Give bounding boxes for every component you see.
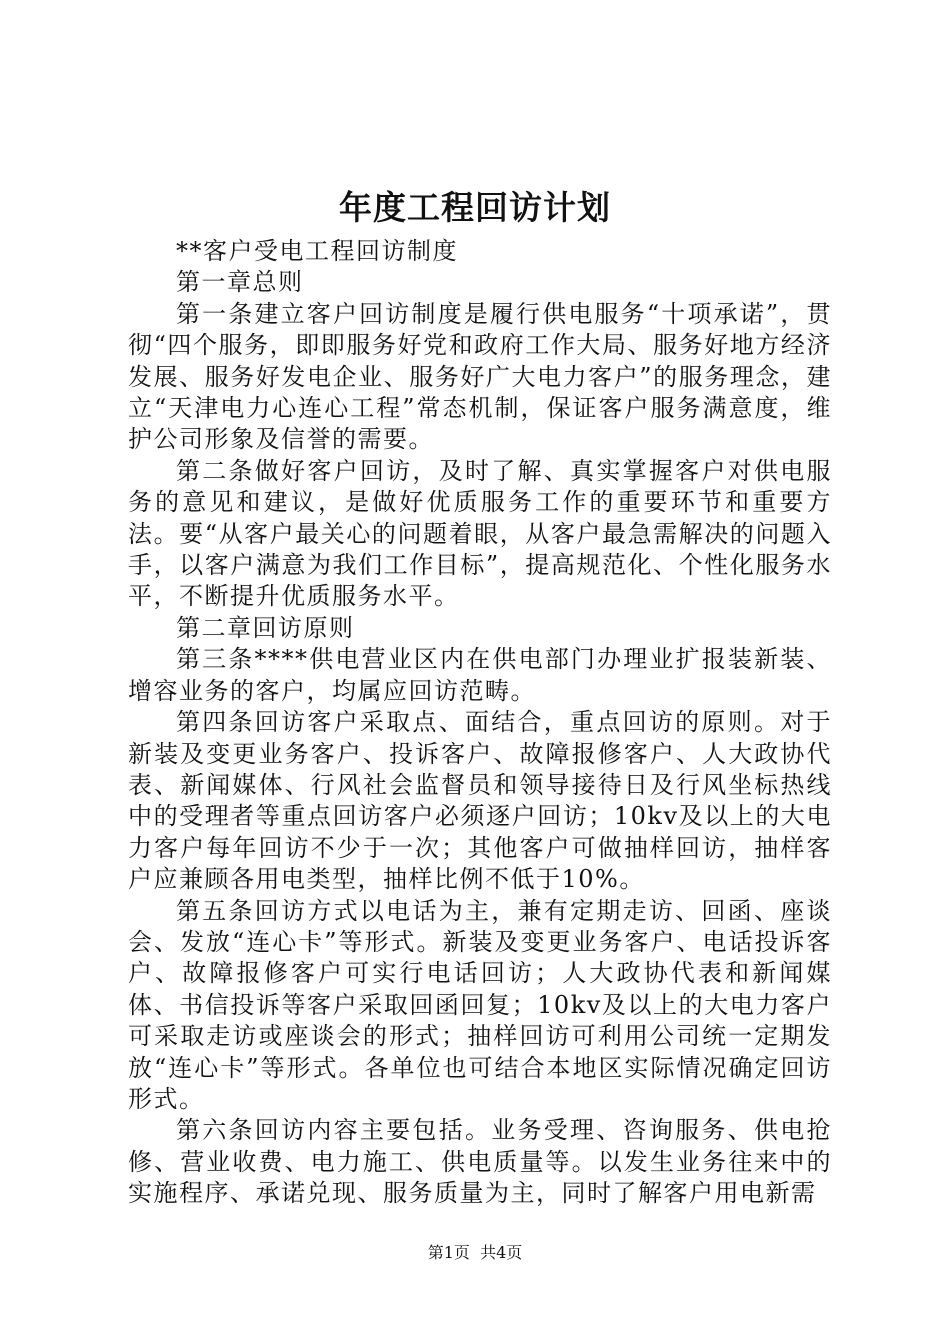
paragraph-heading: **客户受电工程回访制度	[176, 237, 458, 265]
chapter-heading: 第二章回访原则	[176, 613, 355, 642]
paragraph: 第四条回访客户采取点、面结合，重点回访的原则。对于新装及变更业务客户、投诉客户、故障报修客户、人大政协代表、新闻媒体、行风社会监督员和领导接待日及行风坐标热线中的受理者等重点回访客户必须逐户回访；10kv及以上的大电力客户每年回访不少于一次；其他客户可做抽样回访，抽样客户应兼顾各用电类型，抽样比例不低于10%。	[128, 708, 832, 894]
page-footer: 第1页 共4页	[427, 1243, 523, 1262]
paragraph: 第二条做好客户回访，及时了解、真实掌握客户对供电服务的意见和建议，是做好优质服务工作的重要环节和重要方法。要“从客户最关心的问题着眼，从客户最急需解决的问题入手，以客户满意为我们工作目标”，提高规范化、个性化服务水平，不断提升优质服务水平。	[128, 456, 832, 611]
paragraph: 第三条****供电营业区内在供电部门办理业扩报装新装、增容业务的客户，均属应回访范畴。	[128, 645, 832, 705]
document-body	[128, 236, 832, 1210]
document-title: 年度工程回访计划	[339, 188, 611, 227]
paragraph: 第六条回访内容主要包括。业务受理、咨询服务、供电抢修、营业收费、电力施工、供电质量等。以发生业务往来中的实施程序、承诺兑现、服务质量为主，同时了解客户用电新需	[128, 1116, 832, 1208]
paragraph: 第五条回访方式以电话为主，兼有定期走访、回函、座谈会、发放“连心卡”等形式。新装及变更业务客户、电话投诉客户、故障报修客户可实行电话回访；人大政协代表和新闻媒体、书信投诉等客户采取回函回复；10kv及以上的大电力客户可采取走访或座谈会的形式；抽样回访可利用公司统一定期发放“连心卡”等形式。各单位也可结合本地区实际情况确定回访形式。	[128, 896, 832, 1113]
paragraph: 第一条建立客户回访制度是履行供电服务“十项承诺”，贯彻“四个服务，即即服务好党和政府工作大局、服务好地方经济发展、服务好发电企业、服务好广大电力客户”的服务理念，建立“天津电力心连心工程”常态机制，保证客户服务满意度，维护公司形象及信誉的需要。	[128, 299, 832, 454]
chapter-heading: 第一章总则	[176, 268, 304, 297]
